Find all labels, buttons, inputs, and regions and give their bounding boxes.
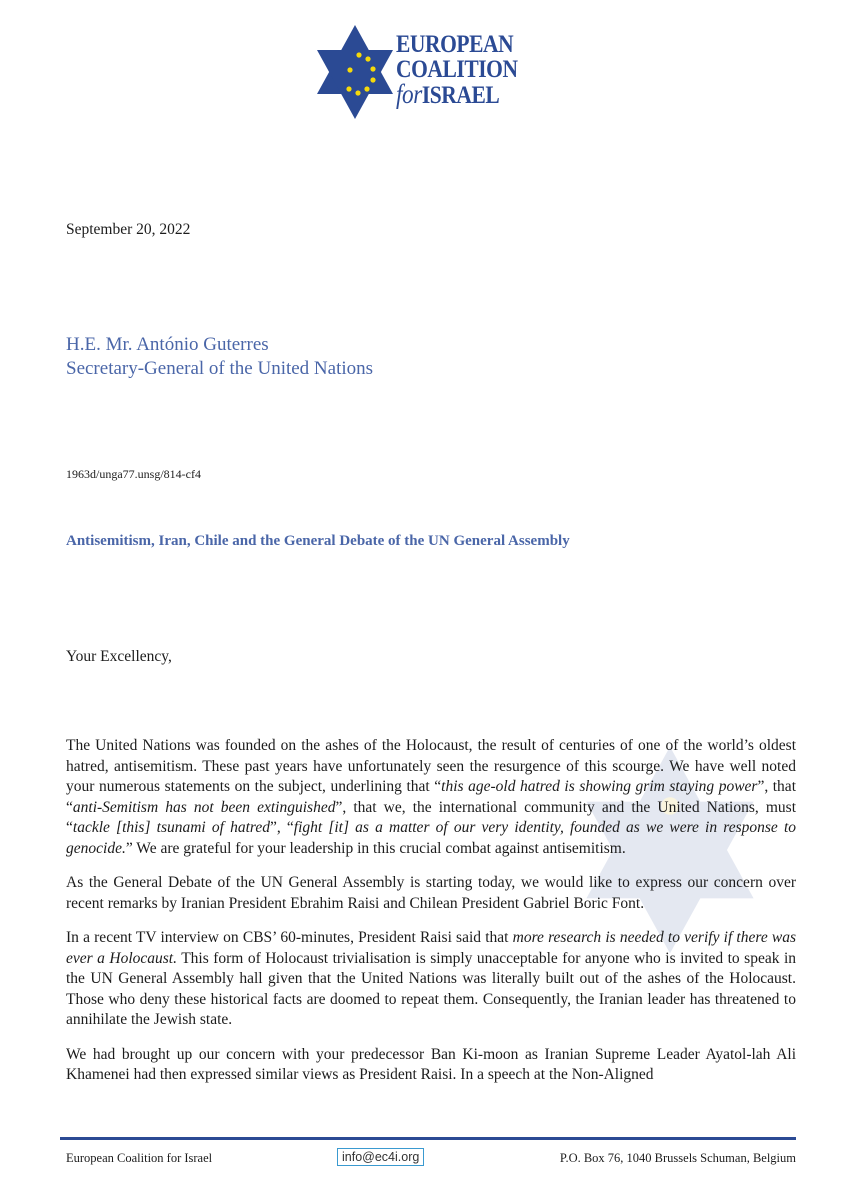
recipient-block	[66, 333, 373, 381]
p1-text-1: The United Nations was founded on the ashes of the Holocaust, the result of centuries of one of the world’s oldest hatred, antisemitism. These past years have unfortunately seen the resurgence of this scourge. We have well noted your numerous statements on the subject, underlining that “	[66, 737, 796, 795]
p3-text-1: In a recent TV interview on CBS’ 60-minutes, President Raisi said that	[66, 929, 513, 946]
p1-quote-1: this age-old hatred is showing grim staying power	[441, 778, 758, 795]
logo-line-1: EUROPEAN	[396, 31, 514, 58]
footer-divider	[60, 1137, 796, 1140]
logo-israel: ISRAEL	[421, 82, 500, 109]
p1-quote-2: anti-Semitism has not been extinguished	[72, 798, 336, 816]
logo-line-2: COALITION	[396, 56, 518, 83]
p1-text-5: ” We are grateful for your leadership in this crucial combat against antisemitism.	[125, 839, 626, 857]
letter-date: September 20, 2022	[66, 221, 191, 238]
p3-quote-1: more research is needed to verify if there was ever a Holocaust.	[66, 929, 796, 967]
organization-logo	[310, 22, 560, 122]
p1-quote-3: tackle [this] tsunami of hatred	[72, 819, 270, 836]
logo-wordmark	[396, 32, 518, 108]
star-of-david-icon	[310, 22, 400, 122]
logo-line-3	[396, 79, 518, 109]
p1-quote-4: fight [it] as a matter of our very identity, founded as we were in response to genocide.	[66, 819, 797, 857]
paragraph-2: As the General Debate of the UN General Assembly is starting today, we would like to express our concern over recent remarks by Iranian President Ebrahim Raisi and Chilean President Gabriel Boric Font.	[66, 874, 796, 912]
p3-text-2: This form of Holocaust trivialisation is simply unacceptable for anyone who is invited to speak in the UN General Assembly hall given that the United Nations was literally built out of the ashes of the Holocaust. Those who deny these historical facts are doomed to repeat them. Consequently, the Iranian leader has threatened to annihilate the Jewish state.	[66, 949, 796, 1028]
footer-organization: European Coalition for Israel	[66, 1151, 213, 1165]
p1-text-2: ”, that “	[66, 778, 796, 816]
reference-number: 1963d/unga77.unsg/814-cf4	[66, 467, 201, 481]
logo-for: for	[396, 79, 422, 109]
footer-email-link[interactable]: info@ec4i.org	[337, 1148, 424, 1166]
paragraph-1	[66, 736, 796, 859]
letter-subject: Antisemitism, Iran, Chile and the General Debate of the UN General Assembly	[66, 533, 570, 549]
paragraph-4: We had brought up our concern with your predecessor Ban Ki-moon as Iranian Supreme Leader Ayatol-lah Ali Khamenei had then expressed similar views as President Raisi. In a speech at the Non-Aligned	[66, 1045, 796, 1083]
recipient-title: Secretary-General of the United Nations	[66, 358, 374, 379]
p1-text-4: ”, “	[269, 819, 294, 836]
paragraph-3	[66, 928, 796, 1031]
salutation: Your Excellency,	[66, 648, 172, 665]
recipient-name: H.E. Mr. António Guterres	[66, 334, 269, 355]
p1-text-3: ”, that we, the international community and the United Nations, must “	[66, 798, 796, 836]
letter-body	[66, 736, 796, 1100]
footer-address: P.O. Box 76, 1040 Brussels Schuman, Belgium	[559, 1151, 796, 1165]
